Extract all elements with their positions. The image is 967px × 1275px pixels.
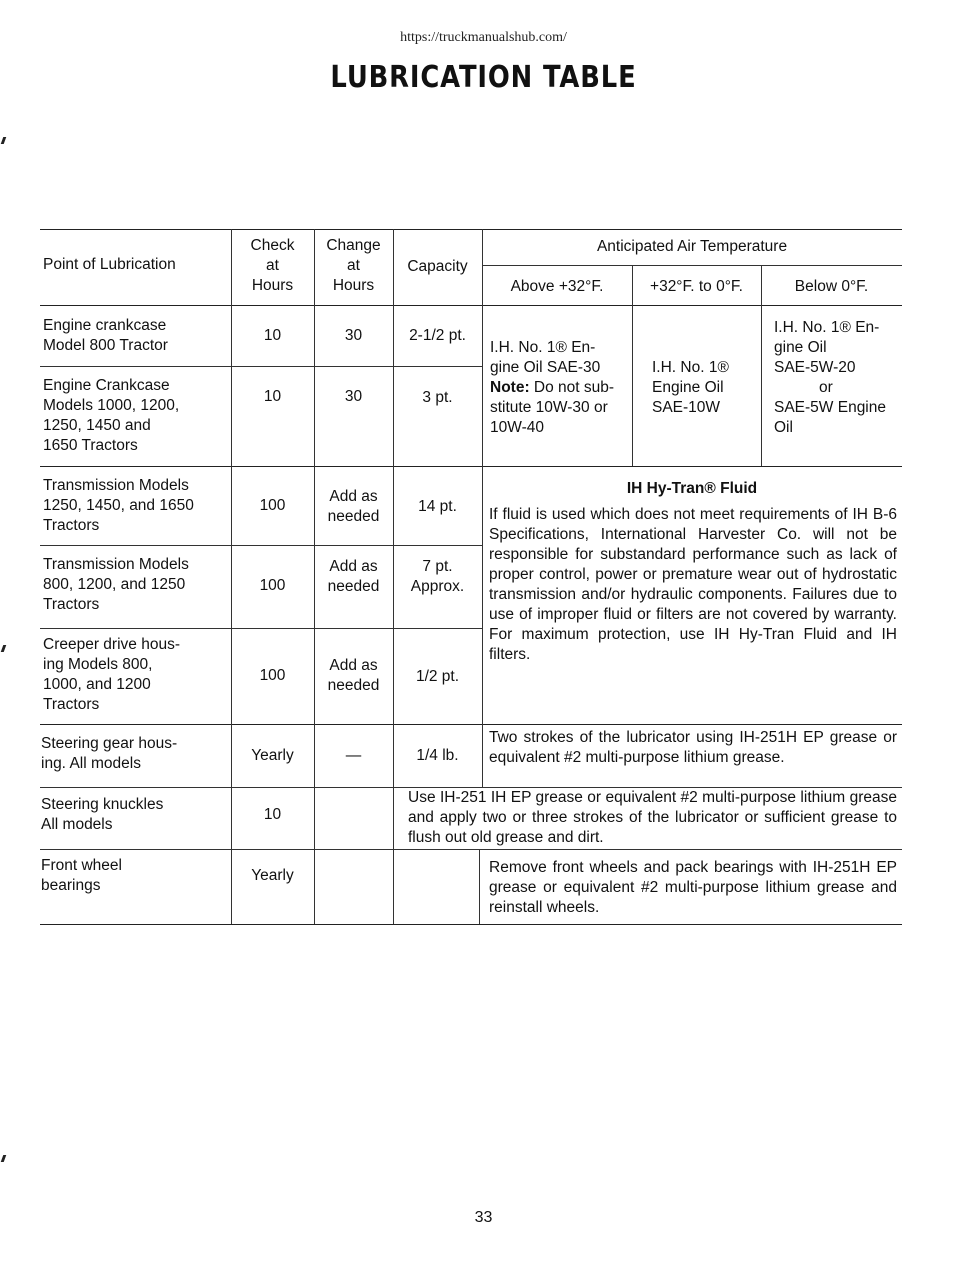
change-creeper-drive: Add as needed [327,657,380,694]
capacity-transmission-2: 7 pt. Approx. [410,558,465,595]
point-creeper-drive: Creeper drive hous- ing Models 800, 1000, and 1200 Tractors [43,636,180,713]
hytran-text: If fluid is used which does not meet requirements of IH B-6 Specifications, International Harvester Co. will not be responsible for substandard performance such as lack of proper control, power or premature wear out of hydrostatic transmission and/or hydraulic components. Failures due to use of improper fluid or filters are not covered by warranty. For maximum protection, use IH Hy-Tran Fluid and IH filters. [489,506,897,663]
capacity-steering-gear: 1/4 lb. [416,747,459,764]
change-steering-gear: — [345,747,362,764]
rule-row [40,366,482,367]
check-transmission-1: 100 [259,497,286,514]
page-number: 33 [474,1209,493,1226]
check-engine-800: 10 [263,327,282,344]
hytran-heading: IH Hy-Tran® Fluid [626,480,758,497]
point-transmission-2: Transmission Models 800, 1200, and 1250 Tractors [43,556,189,613]
header-temp-above: Above +32°F. [510,278,604,295]
capacity-creeper-drive: 1/2 pt. [415,668,460,685]
capacity-transmission-1: 14 pt. [418,498,457,515]
rule-top [40,229,902,230]
change-transmission-2: Add as needed [327,558,380,595]
check-transmission-2: 100 [259,577,286,594]
check-steering-gear: Yearly [251,747,294,764]
check-steering-knuckles: 10 [263,806,282,823]
oil-below-0: I.H. No. 1® En- gine Oil SAE-5W-20 or SAE-5W Engine Oil [774,319,886,436]
source-url[interactable]: https://truckmanualshub.com/ [400,30,567,45]
point-front-wheel: Front wheel bearings [41,857,122,894]
rule-header-bottom [40,305,902,306]
header-point: Point of Lubrication [43,256,176,273]
check-creeper-drive: 100 [259,667,286,684]
change-engine-other: 30 [344,388,363,405]
rule-temp-header [482,265,902,266]
note-steering-gear: Two strokes of the lubricator using IH-251H EP grease or equivalent #2 multi-purpose lithium grease. [489,729,897,766]
change-engine-800: 30 [344,327,363,344]
capacity-engine-other: 3 pt. [422,389,453,406]
oil-above-32: I.H. No. 1® En- gine Oil SAE-30 Note: Do not sub- stitute 10W-30 or 10W-40 [490,339,615,436]
header-temp-mid: +32°F. to 0°F. [650,278,743,295]
point-engine-800: Engine crankcase Model 800 Tractor [43,317,168,354]
header-check: Check at Hours [250,237,295,294]
header-change: Change at Hours [326,237,381,294]
rule-bottom [40,924,902,925]
col-divider [482,229,483,787]
note-front-wheel: Remove front wheels and pack bearings with IH-251H EP grease or equivalent #2 multi-purpose lithium grease and reinstall wheels. [489,859,897,916]
note-label: Note: [490,379,530,396]
header-air-temperature: Anticipated Air Temperature [596,238,788,255]
rule-row [40,466,902,467]
rule-row [40,724,902,725]
point-engine-other: Engine Crankcase Models 1000, 1200, 1250, 1450 and 1650 Tractors [43,377,180,454]
check-engine-other: 10 [263,388,282,405]
point-steering-gear: Steering gear hous- ing. All models [41,735,178,772]
page-title: LUBRICATION TABLE [330,60,637,95]
oil-32-to-0: I.H. No. 1® Engine Oil SAE-10W [652,359,729,416]
check-front-wheel: Yearly [251,867,294,884]
header-temp-below: Below 0°F. [794,278,869,295]
header-capacity: Capacity [407,258,468,275]
rule-row [40,849,902,850]
rule-row [40,628,482,629]
capacity-engine-800: 2-1/2 pt. [409,327,466,344]
note-steering-knuckles: Use IH-251 IH EP grease or equivalent #2 multi-purpose lithium grease and apply two or three strokes of the lubricator or sufficient grease to flush out old grease and dirt. [408,789,897,846]
rule-row [40,545,482,546]
point-transmission-1: Transmission Models 1250, 1450, and 1650 Tractors [43,477,194,534]
point-steering-knuckles: Steering knuckles All models [41,796,164,833]
change-transmission-1: Add as needed [327,488,380,525]
col-divider [479,849,480,924]
